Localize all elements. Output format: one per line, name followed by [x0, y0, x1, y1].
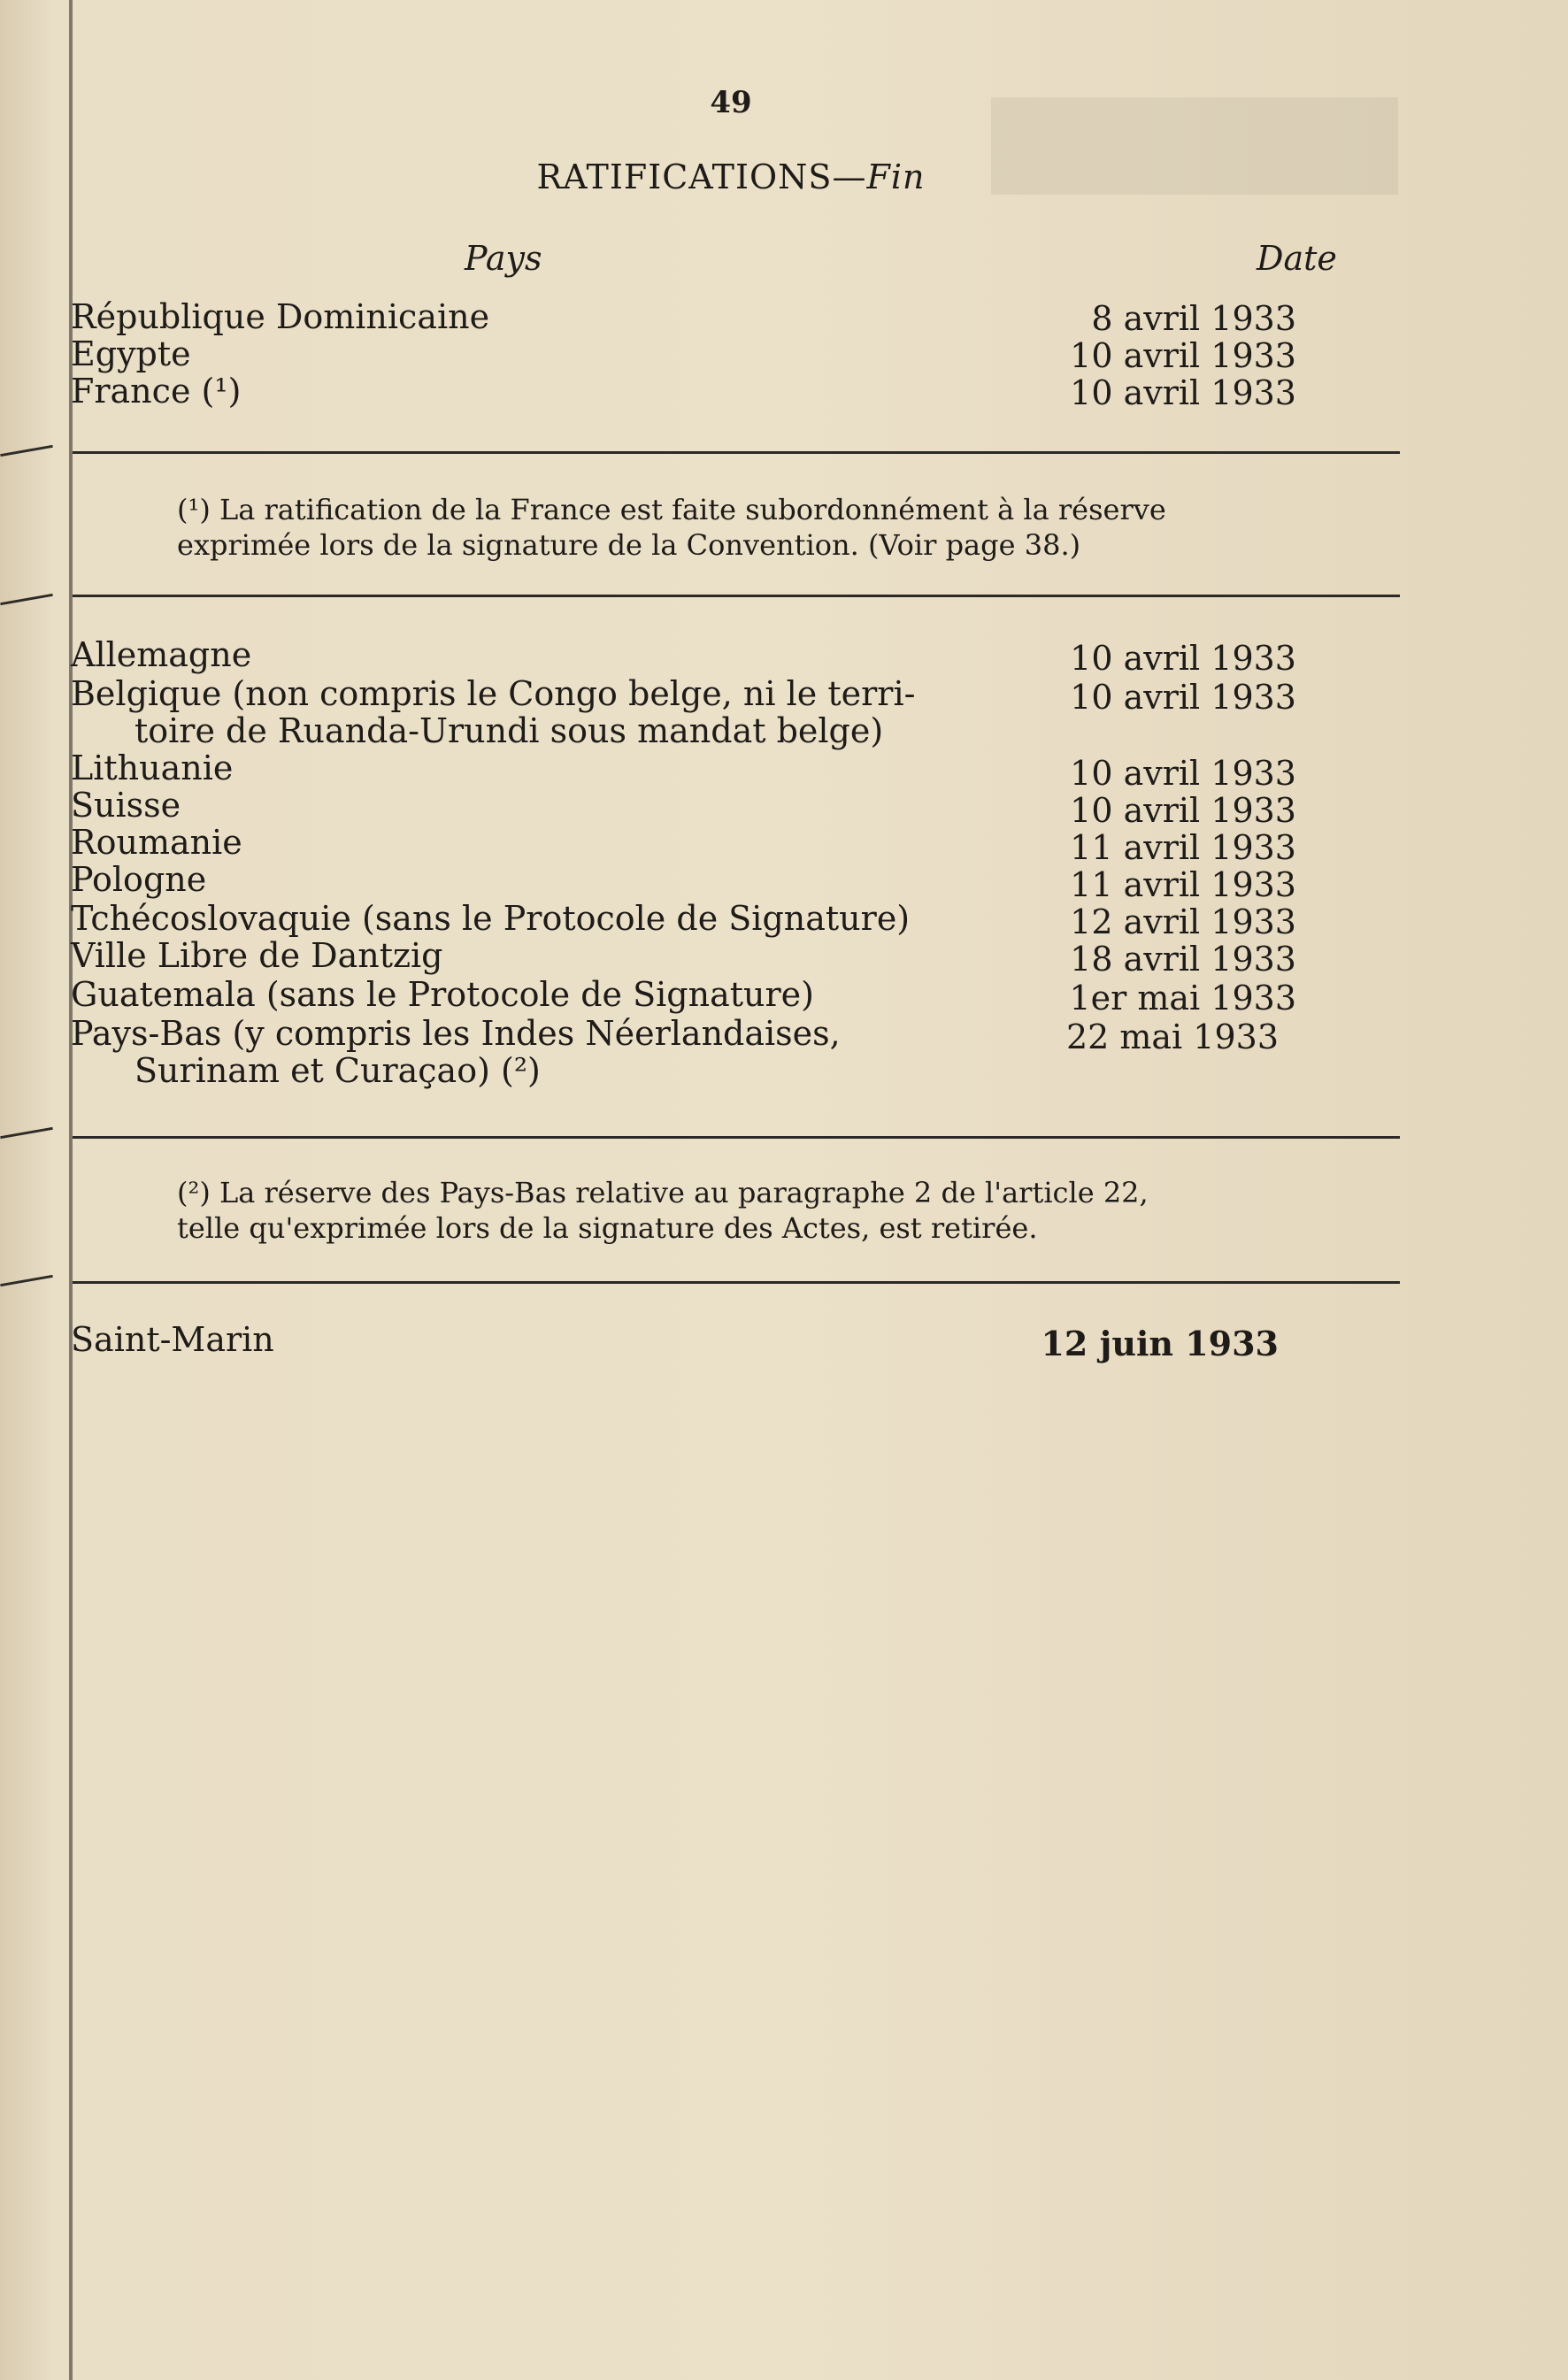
- section-rule: [73, 451, 1400, 454]
- country-name: France (¹): [71, 372, 242, 411]
- country-name: Egypte: [71, 334, 191, 373]
- country-name: République Dominicaine: [71, 297, 490, 336]
- section-rule: [73, 1136, 1400, 1139]
- ratification-date: 10 avril 1933: [1070, 754, 1296, 793]
- section-rule: [73, 1281, 1400, 1284]
- ratification-date: 10 avril 1933: [1070, 639, 1296, 678]
- column-header-date: Date: [1257, 239, 1337, 278]
- country-name: Suisse: [71, 786, 181, 825]
- country-name: Pologne: [71, 860, 207, 899]
- country-name: Allemagne: [71, 635, 252, 674]
- country-name: Saint-Marin: [71, 1320, 274, 1359]
- country-name: Belgique (non compris le Congo belge, ni le terri-: [71, 674, 916, 713]
- country-name: Pays-Bas (y compris les Indes Néerlandaises,: [71, 1014, 841, 1053]
- country-name: Guatemala (sans le Protocole de Signature): [71, 975, 814, 1014]
- title-suffix: Fin: [866, 157, 926, 196]
- country-name-continuation: Surinam et Curaçao) (²): [135, 1051, 541, 1090]
- ratification-date: 12 juin 1933: [1041, 1324, 1279, 1363]
- ratification-date: 11 avril 1933: [1070, 828, 1296, 867]
- country-name: Tchécoslovaquie (sans le Protocole de Signature): [71, 899, 911, 938]
- margin-tick: [0, 1275, 53, 1286]
- country-name: Lithuanie: [71, 749, 234, 787]
- footnote-1: [177, 492, 1274, 563]
- ratification-date: 18 avril 1933: [1070, 940, 1296, 979]
- footnote-2-line-1: (²) La réserve des Pays-Bas relative au paragraphe 2 de l'article 22,: [177, 1176, 1149, 1209]
- ratification-date: 10 avril 1933: [1070, 336, 1296, 375]
- ratification-date: 10 avril 1933: [1070, 791, 1296, 830]
- margin-tick: [0, 594, 53, 605]
- ratification-date: 11 avril 1933: [1070, 865, 1296, 904]
- country-name: Roumanie: [71, 823, 242, 862]
- footnote-2-line-2: telle qu'exprimée lors de la signature des Actes, est retirée.: [177, 1211, 1038, 1245]
- ratification-date: 12 avril 1933: [1070, 902, 1296, 941]
- margin-tick: [0, 1127, 53, 1139]
- title-main: RATIFICATIONS—: [536, 157, 867, 196]
- margin-tick: [0, 445, 53, 457]
- column-header-country: Pays: [465, 239, 542, 278]
- ratification-date: 8 avril 1933: [1091, 299, 1296, 338]
- footnote-1-line-2: exprimée lors de la signature de la Convention. (Voir page 38.): [177, 528, 1081, 562]
- page-title: [0, 157, 1462, 196]
- ratification-date: 10 avril 1933: [1070, 678, 1296, 717]
- ratification-date: 22 mai 1933: [1065, 1017, 1279, 1056]
- section-rule: [73, 595, 1400, 597]
- ratification-date: 10 avril 1933: [1070, 373, 1296, 412]
- country-name: Ville Libre de Dantzig: [71, 936, 443, 975]
- footnote-1-line-1: (¹) La ratification de la France est faite subordonnément à la réserve: [177, 493, 1166, 526]
- country-name-continuation: toire de Ruanda-Urundi sous mandat belge): [135, 711, 884, 750]
- ratification-date: 1er mai 1933: [1069, 979, 1296, 1017]
- page-number: 49: [710, 85, 752, 120]
- footnote-2: [177, 1175, 1274, 1246]
